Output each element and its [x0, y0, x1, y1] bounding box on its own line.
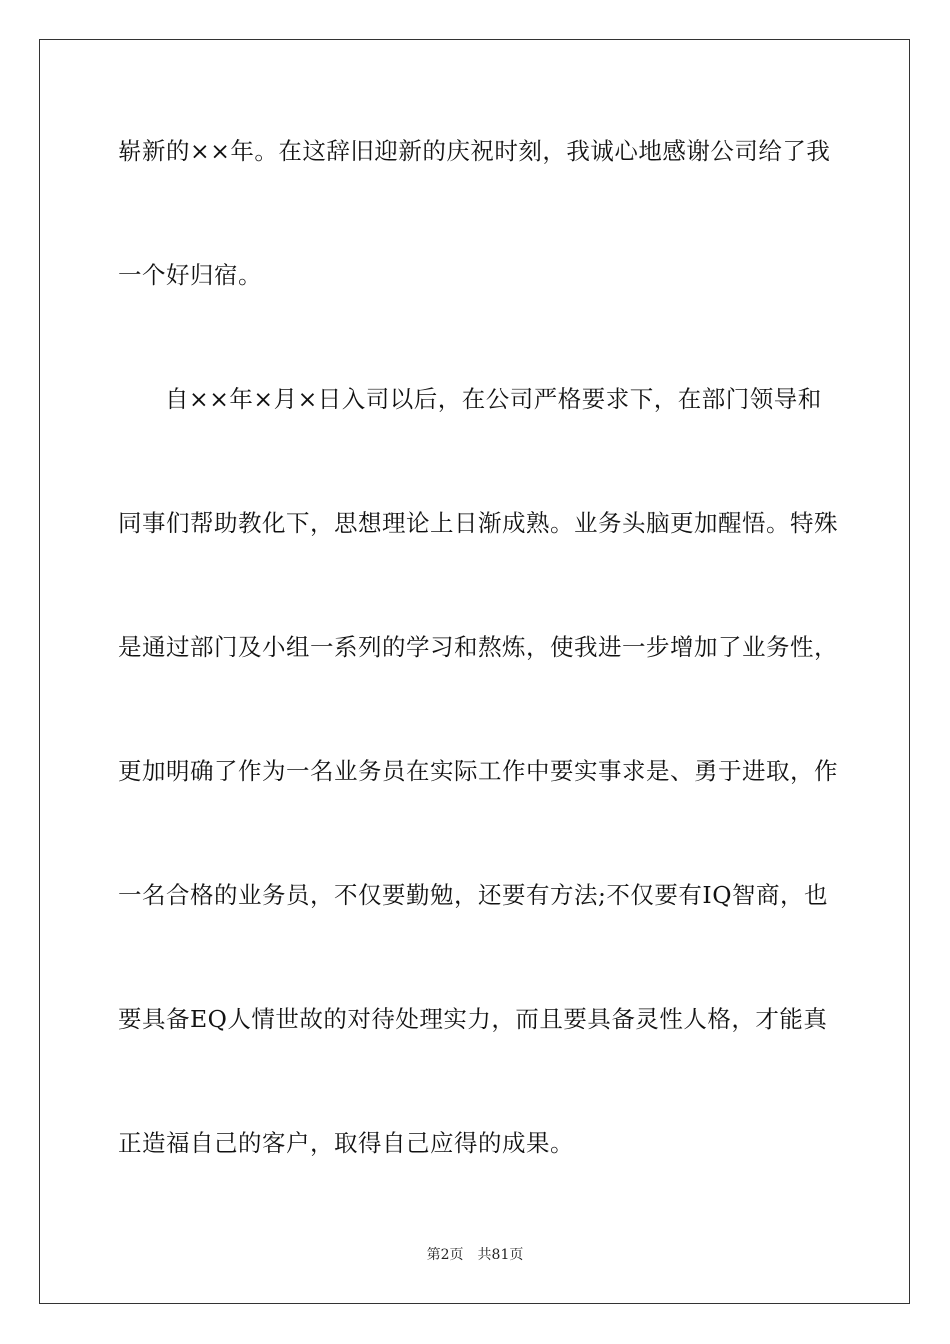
page-footer: [0, 1246, 950, 1264]
paragraph-line: 一个好归宿。: [118, 261, 262, 289]
total-pages: 共81页: [477, 1247, 524, 1263]
paragraph-line: 同事们帮助教化下，思想理论上日渐成熟。业务头脑更加醒悟。特殊: [118, 509, 838, 537]
paragraph-line: 自××年×月×日入司以后，在公司严格要求下，在部门领导和: [165, 385, 822, 413]
paragraph-line: 要具备EQ人情世故的对待处理实力，而且要具备灵性人格，才能真: [118, 1005, 828, 1033]
page-number: 第2页: [426, 1247, 464, 1263]
paragraph-line: 更加明确了作为一名业务员在实际工作中要实事求是、勇于进取，作: [118, 757, 838, 785]
page-frame: [39, 39, 910, 1304]
paragraph-line: 正造福自己的客户，取得自己应得的成果。: [118, 1129, 574, 1157]
paragraph-line: 一名合格的业务员，不仅要勤勉，还要有方法;不仅要有IQ智商，也: [118, 881, 828, 909]
paragraph-line: 崭新的××年。在这辞旧迎新的庆祝时刻，我诚心地感谢公司给了我: [118, 137, 831, 165]
paragraph-line: 是通过部门及小组一系列的学习和熬炼，使我进一步增加了业务性，: [118, 633, 838, 661]
